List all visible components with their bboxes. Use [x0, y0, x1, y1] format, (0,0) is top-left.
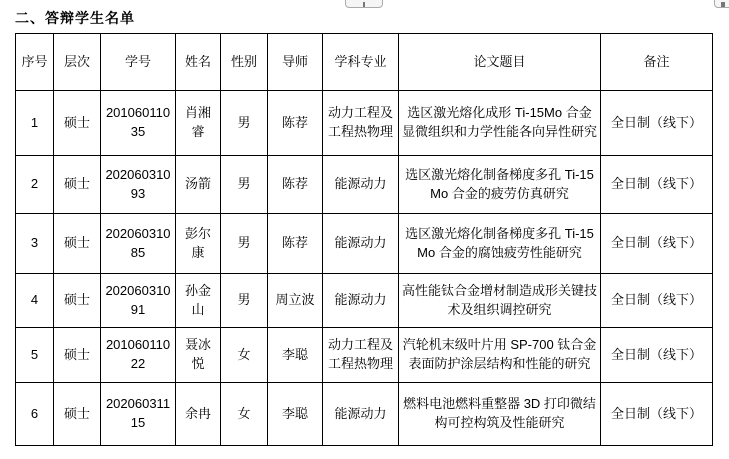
cell-advisor: 陈荐 — [268, 91, 323, 156]
cell-no: 3 — [16, 214, 54, 274]
table-row — [16, 214, 713, 274]
cell-student-id: 20106011035 — [101, 91, 176, 156]
col-header-name: 姓名 — [176, 34, 221, 91]
cell-major: 动力工程及工程热物理 — [323, 328, 399, 383]
cell-remark: 全日制（线下） — [601, 383, 713, 446]
cell-no: 4 — [16, 274, 54, 328]
cell-level: 硕士 — [54, 91, 101, 156]
col-header-major: 学科专业 — [323, 34, 399, 91]
cell-name: 汤箭 — [176, 156, 221, 214]
table-row — [16, 91, 713, 156]
cell-name: 余冉 — [176, 383, 221, 446]
col-header-remark: 备注 — [601, 34, 713, 91]
cell-major: 动力工程及工程热物理 — [323, 91, 399, 156]
cell-no: 1 — [16, 91, 54, 156]
cell-major: 能源动力 — [323, 156, 399, 214]
cell-gender: 女 — [221, 328, 268, 383]
col-header-thesis-title: 论文题目 — [399, 34, 601, 91]
cell-no: 6 — [16, 383, 54, 446]
cell-level: 硕士 — [54, 383, 101, 446]
cell-student-id: 20206031085 — [101, 214, 176, 274]
table-row — [16, 156, 713, 214]
cell-advisor: 陈荐 — [268, 156, 323, 214]
cell-no: 2 — [16, 156, 54, 214]
cell-thesis-title: 汽轮机末级叶片用 SP-700 钛合金表面防护涂层结构和性能的研究 — [399, 328, 601, 383]
cell-remark: 全日制（线下） — [601, 91, 713, 156]
cell-advisor: 陈荐 — [268, 214, 323, 274]
cell-level: 硕士 — [54, 156, 101, 214]
table-header-row — [16, 34, 713, 91]
cell-thesis-title: 高性能钛合金增材制造成形关键技术及组织调控研究 — [399, 274, 601, 328]
table-row — [16, 274, 713, 328]
cell-name: 孙金山 — [176, 274, 221, 328]
cell-no: 5 — [16, 328, 54, 383]
col-header-gender: 性别 — [221, 34, 268, 91]
cell-student-id: 20206031093 — [101, 156, 176, 214]
cell-gender: 女 — [221, 383, 268, 446]
cell-thesis-title: 选区激光熔化制备梯度多孔 Ti-15Mo 合金的腐蚀疲劳性能研究 — [399, 214, 601, 274]
cell-gender: 男 — [221, 214, 268, 274]
partial-toolbar-button[interactable] — [345, 0, 383, 8]
cell-major: 能源动力 — [323, 274, 399, 328]
cell-student-id: 20106011022 — [101, 328, 176, 383]
cell-advisor: 李聪 — [268, 328, 323, 383]
cell-major: 能源动力 — [323, 214, 399, 274]
cell-level: 硕士 — [54, 214, 101, 274]
col-header-advisor: 导师 — [268, 34, 323, 91]
cell-gender: 男 — [221, 156, 268, 214]
cell-student-id: 20206031115 — [101, 383, 176, 446]
cell-name: 聂冰悦 — [176, 328, 221, 383]
section-title: 二、答辩学生名单 — [15, 10, 135, 26]
col-header-no: 序号 — [16, 34, 54, 91]
col-header-student-id: 学号 — [101, 34, 176, 91]
defense-student-table — [15, 33, 713, 446]
cell-thesis-title: 燃料电池燃料重整器 3D 打印微结构可控构筑及性能研究 — [399, 383, 601, 446]
table-row — [16, 328, 713, 383]
cell-remark: 全日制（线下） — [601, 156, 713, 214]
cell-thesis-title: 选区激光熔化制备梯度多孔 Ti-15Mo 合金的疲劳仿真研究 — [399, 156, 601, 214]
cell-student-id: 20206031091 — [101, 274, 176, 328]
cell-gender: 男 — [221, 91, 268, 156]
partial-toolbar-button-right[interactable] — [714, 0, 729, 8]
cell-remark: 全日制（线下） — [601, 274, 713, 328]
cell-level: 硕士 — [54, 328, 101, 383]
cell-remark: 全日制（线下） — [601, 328, 713, 383]
cell-level: 硕士 — [54, 274, 101, 328]
col-header-level: 层次 — [54, 34, 101, 91]
cell-remark: 全日制（线下） — [601, 214, 713, 274]
cell-name: 彭尔康 — [176, 214, 221, 274]
cell-name: 肖湘睿 — [176, 91, 221, 156]
cell-advisor: 李聪 — [268, 383, 323, 446]
cell-thesis-title: 选区激光熔化成形 Ti-15Mo 合金显微组织和力学性能各向异性研究 — [399, 91, 601, 156]
cell-major: 能源动力 — [323, 383, 399, 446]
cell-advisor: 周立波 — [268, 274, 323, 328]
cell-gender: 男 — [221, 274, 268, 328]
table-row — [16, 383, 713, 446]
